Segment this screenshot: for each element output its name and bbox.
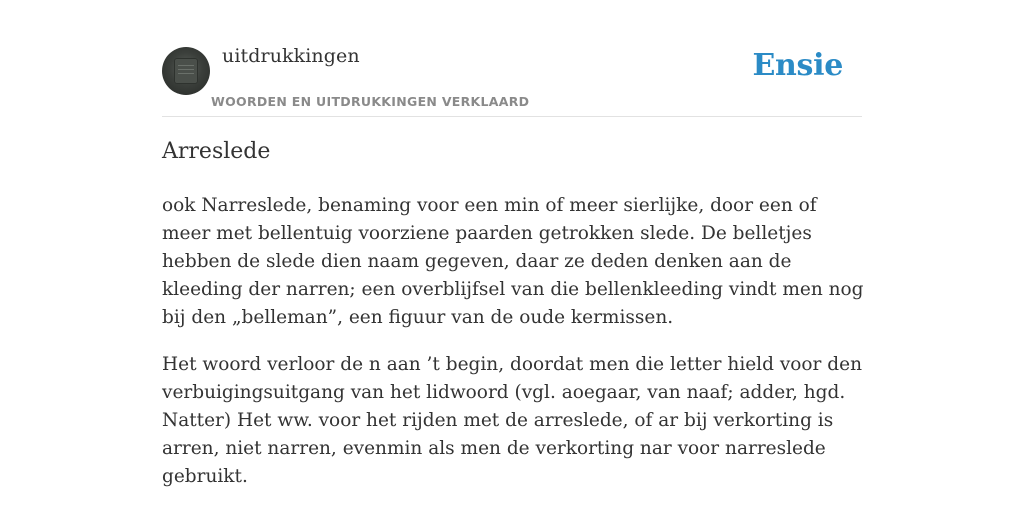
article-paragraph: Het woord verloor de n aan ’t begin, doordat men die letter hield voor den verbuigingsuitgang van het lidwoord (vgl. aoegaar, van naaf; adder, hgd. Natter) Het ww. voor het rijden met de arreslede, of ar bij verkorting is arren, niet narren, evenmin als men de verkorting nar voor narreslede gebruikt.: [162, 354, 862, 487]
header: [162, 44, 862, 117]
article-paragraph: ook Narreslede, benaming voor een min of meer sierlijke, door een of meer met bellentuig voorziene paarden getrokken slede. De belletjes hebben de slede dien naam gegeven, daar ze deden denken aan de kleeding der narren; een overblijfsel van die bellenkleeding vindt men nog bij den „belleman”, een figuur van de oude kermissen.: [162, 195, 864, 328]
profile-tagline: WOORDEN EN UITDRUKKINGEN VERKLAARD: [211, 94, 530, 109]
book-cover-avatar-icon: [174, 58, 198, 84]
avatar-line: [178, 65, 194, 66]
avatar-line: [178, 69, 194, 70]
avatar-line: [178, 73, 194, 74]
username-link[interactable]: uitdrukkingen: [222, 45, 360, 67]
brand-logo-link[interactable]: Ensie: [752, 48, 843, 83]
avatar[interactable]: [162, 47, 210, 95]
page-title: Arreslede: [162, 139, 271, 164]
article-body: [162, 192, 868, 510]
